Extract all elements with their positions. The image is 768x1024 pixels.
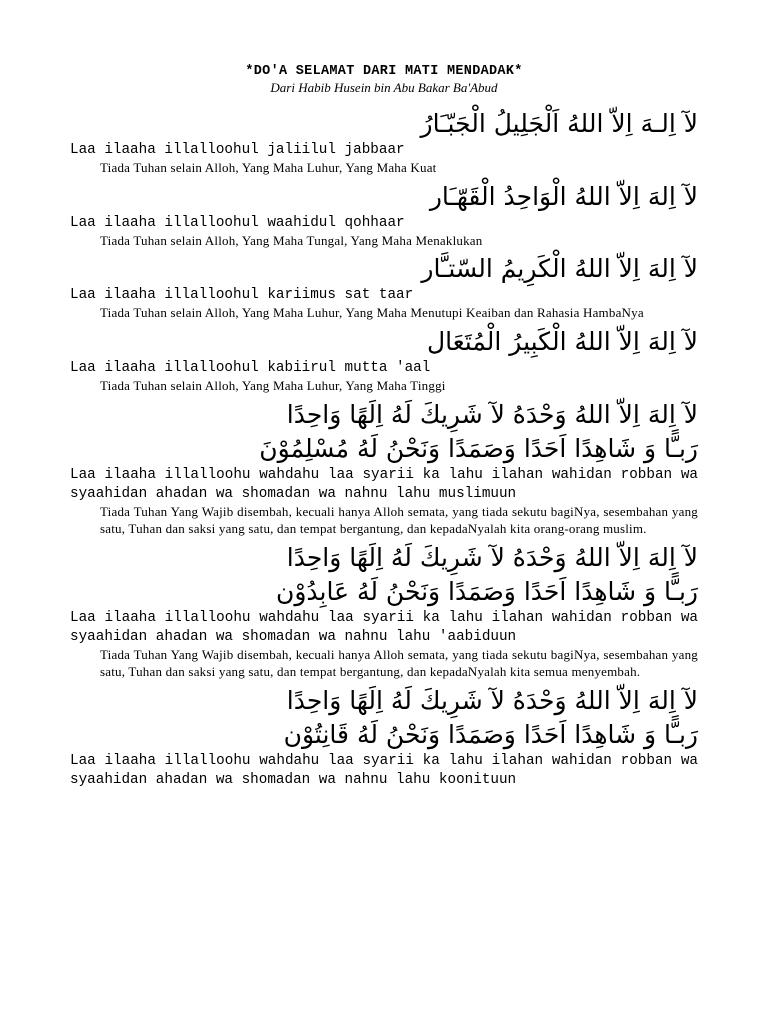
dua-entry-1 — [70, 107, 698, 177]
doc-title: *DO'A SELAMAT DARI MATI MENDADAK* — [245, 64, 523, 79]
arabic-text-line-2: رَبـًّا وَ شَاهِدًا اَحَدًا وَصَمَدًا وَنَحْنُ لَهُ مُسْلِمُوْنَ — [259, 434, 698, 463]
doc-subtitle: Dari Habib Husein bin Abu Bakar Ba'Abud — [270, 80, 498, 95]
arabic-text: لآ اِلهَ اِلاّ اللهُ الْوَاحِدُ الْقَهّـَار — [429, 181, 698, 211]
arabic-text-line-1: لآ اِلهَ اِلاّ اللهُ وَحْدَهُ لآ شَرِيكَ لَهُ اِلَهًا وَاحِدًا — [286, 400, 698, 429]
dua-entry-6 — [70, 541, 698, 680]
translation-text: Tiada Tuhan selain Alloh, Yang Maha Luhur, Yang Maha Kuat — [100, 160, 437, 175]
dua-entry-2 — [70, 180, 698, 250]
latin-transliteration: Laa ilaaha illalloohul kabiirul mutta 'aal — [70, 359, 431, 376]
latin-transliteration: Laa ilaaha illalloohul waahidul qohhaar — [70, 214, 405, 231]
document-page — [70, 64, 698, 793]
dua-entry-5 — [70, 398, 698, 537]
translation-text: Tiada Tuhan Yang Wajib disembah, kecuali hanya Alloh semata, yang tiada sekutu bagiNya, sesembahan yang satu, Tuhan dan saksi yang satu, dan tempat bergantung, dan kepadaNyalah kita orang-orang muslim. — [100, 504, 698, 536]
translation-text: Tiada Tuhan Yang Wajib disembah, kecuali hanya Alloh semata, yang tiada sekutu bagiNya, sesembahan yang satu, Tuhan dan saksi yang satu, dan tempat bergantung, dan kepadaNyalah kita semua menyembah. — [100, 647, 698, 679]
dua-entry-7 — [70, 684, 698, 790]
latin-transliteration: Laa ilaaha illalloohu wahdahu laa syarii ka lahu ilahan wahidan robban wa syaahidan ahadan wa shomadan wa nahnu lahu muslimuun — [70, 467, 698, 502]
arabic-text-line-1: لآ اِلهَ اِلاّ اللهُ وَحْدَهُ لآ شَرِيكَ لَهُ اِلَهًا وَاحِدًا — [286, 543, 698, 572]
arabic-text: لآ اِلهَ اِلاّ اللهُ الْكَبِيرُ الْمُتَعَال — [426, 326, 698, 356]
translation-text: Tiada Tuhan selain Alloh, Yang Maha Luhur, Yang Maha Menutupi Keaiban dan Rahasia HambaNya — [100, 305, 644, 320]
arabic-text: لآ اِلهَ اِلاّ اللهُ الْكَرِيمُ السّتـَّار — [421, 254, 698, 283]
translation-text: Tiada Tuhan selain Alloh, Yang Maha Tungal, Yang Maha Menaklukan — [100, 232, 483, 248]
latin-transliteration: Laa ilaaha illalloohul jaliilul jabbaar — [70, 142, 405, 158]
latin-transliteration: Laa ilaaha illalloohu wahdahu laa syarii ka lahu ilahan wahidan robban wa syaahidan ahadan wa shomadan wa nahnu lahu koonituun — [70, 753, 698, 788]
dua-entry-4 — [70, 325, 698, 395]
translation-text: Tiada Tuhan selain Alloh, Yang Maha Luhur, Yang Maha Tinggi — [100, 377, 446, 393]
arabic-text-line-2: رَبـًّا وَ شَاهِدًا اَحَدًا وَصَمَدًا وَنَحْنُ لَهُ قَانِتُوْن — [283, 720, 698, 749]
dua-entry-3 — [70, 252, 698, 322]
arabic-text: لآ اِلـهَ اِلاّ اللهُ اَلْجَلِيلُ الْجَبّـَارُ — [420, 109, 698, 138]
latin-transliteration: Laa ilaaha illalloohul kariimus sat taar — [70, 287, 414, 303]
arabic-text-line-2: رَبـًّا وَ شَاهِدًا اَحَدًا وَصَمَدًا وَنَحْنُ لَهُ عَابِدُوْن — [275, 577, 698, 606]
latin-transliteration: Laa ilaaha illalloohu wahdahu laa syarii ka lahu ilahan wahidan robban wa syaahidan ahadan wa shomadan wa nahnu lahu 'aabiduun — [70, 610, 698, 645]
arabic-text-line-1: لآ اِلهَ اِلاّ اللهُ وَحْدَهُ لآ شَرِيكَ لَهُ اِلَهًا وَاحِدًا — [286, 686, 698, 715]
